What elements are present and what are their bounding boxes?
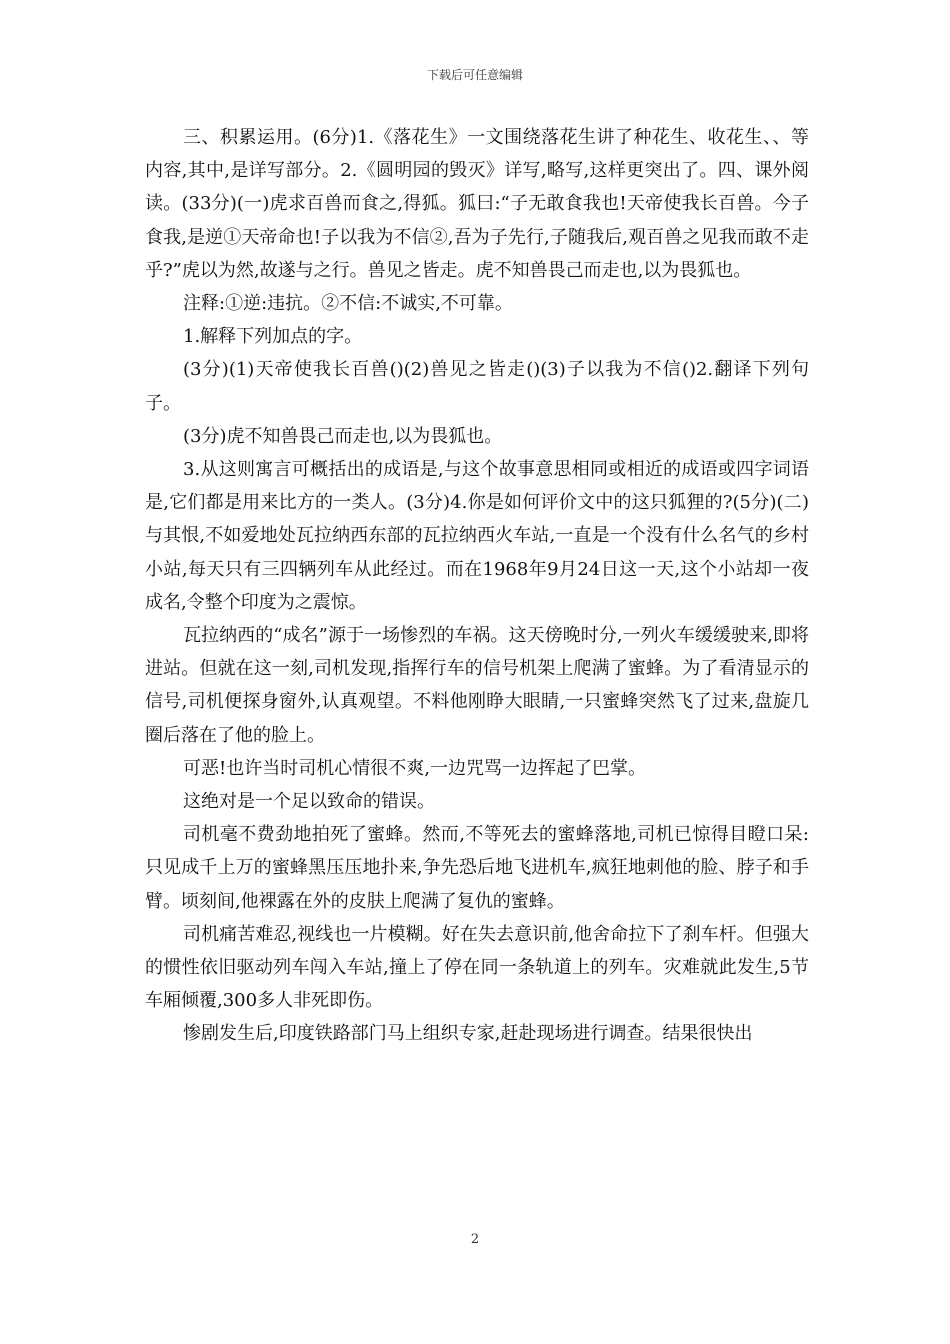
paragraph: 瓦拉纳西的“成名”源于一场惨烈的车祸。这天傍晚时分,一列火车缓缓驶来,即将进站。但就在这一刻,司机发现,指挥行车的信号机架上爬满了蜜蜂。为了看清显示的信号,司机便探身窗外,认真观望。不料他刚睁大眼睛,一只蜜蜂突然飞了过来,盘旋几圈后落在了他的脸上。 [145,625,809,746]
page-number: 2 [470,1232,480,1247]
paragraph: 这绝对是一个足以致命的错误。 [183,791,435,813]
paragraph: 注释:①逆:违抗。②不信:不诚实,不可靠。 [183,293,513,315]
paragraph: 惨剧发生后,印度铁路部门马上组织专家,赶赴现场进行调查。结果很快出 [183,1023,753,1045]
page-header: 下载后可任意编辑 [426,68,523,82]
paragraph: (3分)虎不知兽畏己而走也,以为畏狐也。 [183,425,503,447]
paragraph: 可恶!也许当时司机心情很不爽,一边咒骂一边挥起了巴掌。 [183,757,646,779]
paragraph: 司机痛苦难忍,视线也一片模糊。好在失去意识前,他舍命拉下了刹车杆。但强大的惯性依旧驱动列车闯入车站,撞上了停在同一条轨道上的列车。灾难就此发生,5节车厢倾覆,300多人非死即伤。 [145,923,809,1012]
paragraph: 司机毫不费劲地拍死了蜜蜂。然而,不等死去的蜜蜂落地,司机已惊得目瞪口呆:只见成千上万的蜜蜂黑压压地扑来,争先恐后地飞进机车,疯狂地刺他的脸、脖子和手臂。顷刻间,他裸露在外的皮肤上爬满了复仇的蜜蜂。 [145,824,809,912]
paragraph: 1.解释下列加点的字。 [183,326,363,348]
paragraph: 3.从这则寓言可概括出的成语是,与这个故事意思相同或相近的成语或四字词语是,它们都是用来比方的一类人。(3分)4.你是如何评价文中的这只狐狸的?(5分)(二)与其恨,不如爱地处瓦拉纳西东部的瓦拉纳西火车站,一直是一个没有什么名气的乡村小站,每天只有三四辆列车从此经过。而在1968年9月24日这一天,这个小站却一夜成名,令整个印度为之震惊。 [145,459,809,613]
document-body [145,121,809,1051]
paragraph: 三、积累运用。(6分)1.《落花生》一文围绕落花生讲了种花生、收花生、、等内容,其中,是详写部分。2.《圆明园的毁灭》详写,略写,这样更突出了。四、课外阅读。(33分)(一)虎求百兽而食之,得狐。狐曰:“子无敢食我也!天帝使我长百兽。今子食我,是逆①天帝命也!子以我为不信②,吾为子先行,子随我后,观百兽之见我而敢不走乎?”虎以为然,故遂与之行。兽见之皆走。虎不知兽畏己而走也,以为畏狐也。 [145,127,809,281]
paragraph: (3分)(1)天帝使我长百兽()(2)兽见之皆走()(3)子以我为不信()2.翻译下列句子。 [145,359,809,414]
